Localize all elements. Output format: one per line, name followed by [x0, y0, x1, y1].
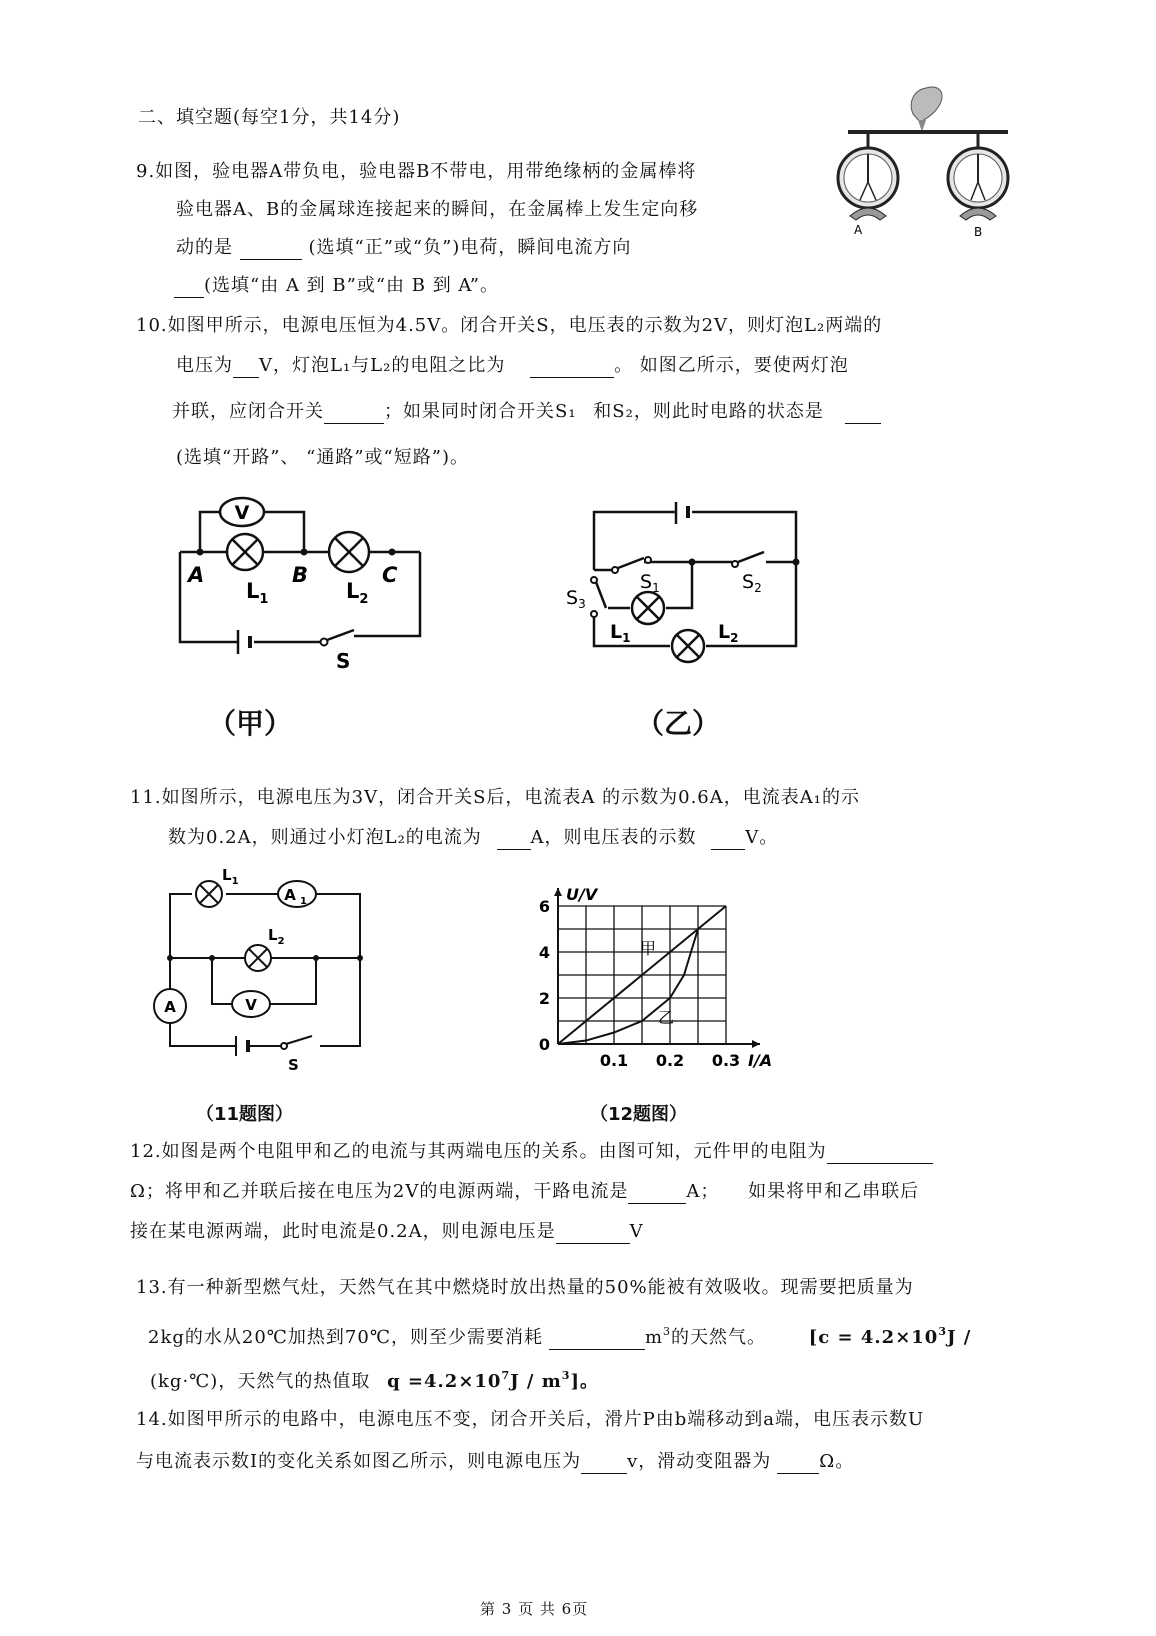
- q12-line3-b: V: [629, 1221, 644, 1242]
- q9-line3-a: 动的是: [176, 237, 233, 258]
- node-c-label: C: [382, 563, 398, 587]
- y-tick-label: 6: [538, 897, 550, 916]
- q12-line3-a: 接在某电源两端，此时电流是0.2A，则电源电压是: [130, 1221, 556, 1242]
- q14-line2-b: v，滑动变阻器为: [627, 1451, 772, 1472]
- q13-line3-a: (kg·℃)，天然气的热值取: [150, 1371, 371, 1392]
- q10-blank-voltage[interactable]: [233, 357, 259, 378]
- q10-line2: [176, 354, 849, 378]
- lamp-l2-icon: [329, 532, 369, 572]
- circuit-jia: [170, 490, 440, 680]
- caption-q11: （11题图）: [196, 1104, 294, 1125]
- q11-line2-c: V。: [745, 827, 779, 848]
- q9-blank-direction[interactable]: [174, 277, 204, 298]
- q12-blank-current[interactable]: [628, 1183, 686, 1204]
- switch-s2-label: $S_2$: [742, 571, 762, 595]
- q12-blank-voltage[interactable]: [556, 1223, 630, 1244]
- lamp-l2-label-yi: $L_2$: [718, 621, 739, 645]
- q11-blank-current[interactable]: [497, 829, 531, 850]
- electroscope-a-label: A: [854, 223, 863, 237]
- series-label-yi: 乙: [658, 1008, 675, 1027]
- caption-q12: （12题图）: [590, 1104, 688, 1125]
- electroscope-b: [948, 134, 1008, 220]
- y-tick-label: 2: [538, 989, 550, 1008]
- q9-blank-charge[interactable]: [240, 239, 302, 260]
- switch-s1-label: $S_1$: [640, 571, 660, 595]
- q12-line2-a: Ω；将甲和乙并联后接在电压为2V的电源两端，干路电流是: [130, 1181, 629, 1202]
- q13-line2-b: 的天然气。: [671, 1327, 767, 1348]
- q9-line4: [174, 274, 499, 298]
- metal-rod: [848, 130, 1008, 134]
- lamp-l2-icon-q11: [212, 945, 271, 971]
- lamp-l1-label-yi: $L_1$: [610, 621, 631, 645]
- q12-line1-text: 12.如图是两个电阻甲和乙的电流与其两端电压的关系。由图可知，元件甲的电阻为: [130, 1141, 827, 1162]
- q10-line3-c: 和S₂，则此时电路的状态是: [593, 401, 824, 422]
- battery-icon-q11: [236, 1036, 248, 1056]
- q14-blank-resistance[interactable]: [777, 1453, 819, 1474]
- q13-line2-a: 2kg的水从20℃加热到70℃，则至少需要消耗: [148, 1327, 543, 1348]
- q11-line2-a: 数为0.2A，则通过小灯泡L₂的电流为: [168, 827, 482, 848]
- electroscope-b-label: B: [974, 225, 983, 239]
- q9-line2: 验电器A、B的金属球连接起来的瞬间，在金属棒上发生定向移: [176, 199, 699, 220]
- node-b-label: B: [292, 563, 309, 587]
- q10-line4: (选填“开路”、 “通路”或“短路”)。: [176, 447, 469, 468]
- q10-line2-b: V，灯泡L₁与L₂的电阻之比为: [259, 355, 506, 376]
- y-tick-label: 0: [538, 1035, 550, 1054]
- q10-line3: [172, 400, 881, 424]
- q10-line3-b: ；如果同时闭合开关S₁: [384, 401, 577, 422]
- q11-blank-voltage[interactable]: [711, 829, 745, 850]
- q11-line1: 11.如图所示，电源电压为3V，闭合开关S后，电流表A 的示数为0.6A，电流表A₁的示: [130, 787, 860, 808]
- ammeter-a1-icon: [278, 881, 316, 907]
- lamp-l2-icon-yi: [672, 630, 704, 662]
- switch-s3-icon: [591, 577, 606, 617]
- switch-s-icon: [321, 630, 355, 646]
- q12-blank-resistance[interactable]: [827, 1143, 933, 1164]
- q9-line4-text: (选填“由 A 到 B”或“由 B 到 A”。: [204, 275, 499, 296]
- electroscope-figure: [828, 82, 1018, 242]
- q9-line3: [176, 236, 631, 260]
- battery-icon-yi: [676, 502, 688, 524]
- q12-line2-c: 如果将甲和乙串联后: [748, 1181, 920, 1202]
- q13-line1: 13.有一种新型燃气灶，天然气在其中燃烧时放出热量的50%能被有效吸收。现需要把质量为: [136, 1277, 914, 1298]
- x-axis-label: I/A: [748, 1051, 773, 1070]
- voltmeter-icon: [220, 498, 264, 526]
- page-footer: 第 3 页 共 6页: [480, 1600, 589, 1618]
- switch-s3-label: $S_3$: [566, 587, 586, 611]
- q13-line2: [148, 1320, 971, 1350]
- q12-line3: [130, 1220, 644, 1244]
- lamp-l1-icon: [227, 534, 263, 570]
- lamp-l1-icon-yi: [632, 592, 664, 624]
- q12-line2-b: A；: [686, 1181, 720, 1202]
- series-label-jia: 甲: [640, 939, 657, 958]
- q13-line2-unit: m: [644, 1327, 664, 1348]
- q13-line3-b: $q =4.2\times 10^7J / m^3$]。: [387, 1369, 599, 1392]
- node-a-label: A: [188, 563, 205, 587]
- x-tick-label: 0.1: [599, 1051, 629, 1070]
- x-axis-arrow: [752, 1040, 760, 1048]
- q12-line1: [130, 1140, 933, 1164]
- ammeter-a1-sub: 1: [300, 896, 307, 907]
- lamp-l1-label-q11: $L_1$: [222, 866, 239, 887]
- q13-line3: [150, 1364, 599, 1394]
- voltmeter-label-q11: V: [245, 996, 257, 1014]
- switch-s-icon-q11: [281, 1036, 312, 1049]
- q14-line1: 14.如图甲所示的电路中，电源电压不变，闭合开关后，滑片P由b端移动到a端，电压表示数U: [136, 1409, 925, 1430]
- q14-blank-voltage[interactable]: [581, 1453, 627, 1474]
- q14-line2-a: 与电流表示数I的变化关系如图乙所示，则电源电压为: [136, 1451, 582, 1472]
- q10-line3-a: 并联，应闭合开关: [172, 401, 324, 422]
- switch-s-label-q11: S: [288, 1056, 299, 1074]
- lamp-l1-label: $L_1$: [246, 579, 269, 607]
- q10-line2-a: 电压为: [176, 355, 233, 376]
- lamp-l2-label: $L_2$: [346, 579, 369, 607]
- q13-blank-volume[interactable]: [549, 1329, 645, 1350]
- electroscope-a: [838, 134, 898, 220]
- circuit-q11: [150, 860, 390, 1074]
- q10-blank-state[interactable]: [845, 403, 881, 424]
- ammeter-a-label: A: [164, 998, 176, 1016]
- q9-line3-b: (选填“正”或“负”)电荷，瞬间电流方向: [308, 237, 632, 258]
- battery-icon: [238, 630, 250, 654]
- q11-line2: [168, 826, 778, 850]
- voltmeter-icon-q11: [232, 991, 270, 1017]
- q10-blank-switch[interactable]: [324, 403, 384, 424]
- y-axis-arrow: [554, 888, 562, 896]
- x-tick-label: 0.2: [655, 1051, 685, 1070]
- switch-s-label: S: [336, 649, 351, 673]
- q9-line1: 9.如图，验电器A带负电，验电器B不带电，用带绝缘柄的金属棒将: [136, 161, 697, 182]
- q14-line2-c: Ω。: [819, 1451, 855, 1472]
- q11-line2-b: A，则电压表的示数: [530, 827, 697, 848]
- voltmeter-label: V: [234, 502, 250, 524]
- hand-icon: [911, 87, 942, 132]
- q14-line2: [136, 1450, 854, 1474]
- switch-s2-icon: [732, 552, 764, 567]
- y-tick-label: 4: [538, 943, 550, 962]
- ammeter-a1-label: A: [284, 886, 296, 904]
- section-title: 二、填空题(每空1分，共14分): [138, 107, 401, 128]
- q13-line2-c: [$c = 4.2\times 10^3J$ /: [808, 1325, 972, 1348]
- lamp-l1-icon-q11: [196, 881, 222, 907]
- q13-line2-unit-sup: 3: [663, 1325, 672, 1338]
- caption-jia: （甲）: [208, 707, 293, 740]
- q10-line1: 10.如图甲所示，电源电压恒为4.5V。闭合开关S，电压表的示数为2V，则灯泡L₂两端的: [136, 315, 883, 336]
- ammeter-a-icon: [154, 989, 186, 1023]
- q10-line2-c: 。 如图乙所示，要使两灯泡: [614, 355, 849, 376]
- q12-line2: [130, 1180, 919, 1204]
- x-tick-label: 0.3: [711, 1051, 741, 1070]
- caption-yi: （乙）: [636, 707, 721, 740]
- lamp-l2-label-q11: $L_2$: [268, 926, 285, 947]
- q10-blank-ratio[interactable]: [530, 357, 614, 378]
- q12-chart: [530, 880, 790, 1080]
- circuit-yi: [560, 496, 810, 666]
- y-axis-label: U/V: [566, 885, 598, 904]
